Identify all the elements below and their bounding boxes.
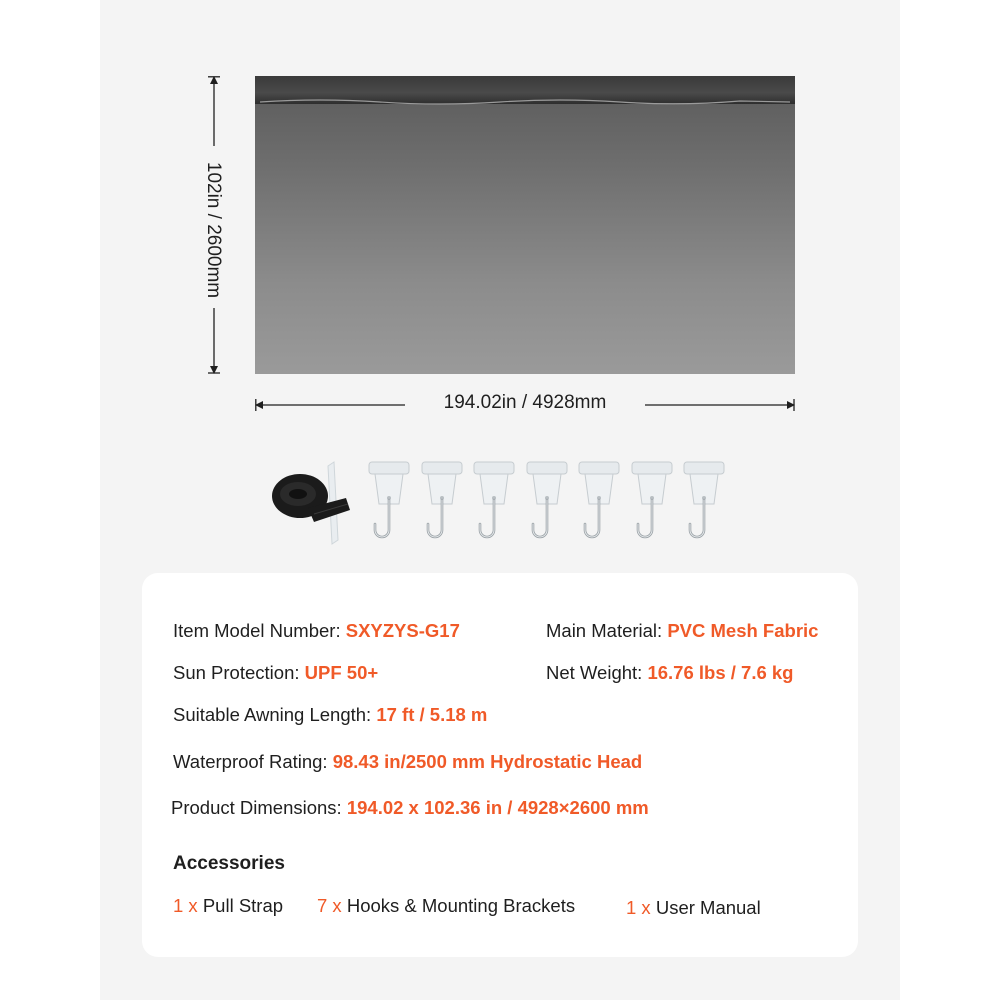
s-hook-bracket-icon	[575, 460, 625, 552]
spec-net-weight	[546, 662, 793, 684]
hooks-group	[365, 460, 745, 552]
s-hook-bracket-icon	[628, 460, 678, 552]
accessory-item	[626, 897, 761, 919]
fabric-seam	[260, 98, 790, 106]
s-hook-bracket-icon	[680, 460, 730, 552]
accessory-item	[317, 895, 575, 917]
spec-dimensions-label: Product Dimensions:	[171, 797, 342, 818]
spec-material-label: Main Material:	[546, 620, 663, 641]
spec-awning-value: 17 ft / 5.18 m	[376, 704, 488, 725]
spec-weight-value: 16.76 lbs / 7.6 kg	[647, 662, 794, 683]
s-hook-bracket-icon	[523, 460, 573, 552]
accessory-name: User Manual	[655, 897, 761, 918]
accessory-name: Pull Strap	[202, 895, 284, 916]
accessories-title: Accessories	[173, 853, 285, 874]
spec-weight-label: Net Weight:	[546, 662, 643, 683]
spec-model-value: SXYZYS-G17	[345, 620, 460, 641]
spec-awning-label: Suitable Awning Length:	[173, 704, 372, 725]
accessory-item	[173, 895, 283, 917]
rolled-pull-strap-icon	[268, 458, 358, 548]
spec-dimensions-value: 194.02 x 102.36 in / 4928×2600 mm	[346, 797, 649, 818]
spec-sun-value: UPF 50+	[304, 662, 379, 683]
spec-awning-length	[173, 704, 487, 726]
spec-product-dimensions	[171, 797, 649, 819]
spec-material-value: PVC Mesh Fabric	[667, 620, 819, 641]
product-canvas	[100, 0, 900, 1000]
height-dimension-text: 102in / 2600mm	[203, 161, 224, 299]
accessory-qty: 1 x	[626, 897, 651, 918]
spec-material	[546, 620, 818, 642]
width-dimension-label: 194.02in / 4928mm	[405, 392, 645, 414]
spec-model	[173, 620, 460, 642]
spec-model-label: Item Model Number:	[173, 620, 341, 641]
s-hook-bracket-icon	[418, 460, 468, 552]
accessory-qty: 1 x	[173, 895, 198, 916]
accessory-qty: 7 x	[317, 895, 342, 916]
spec-waterproof-value: 98.43 in/2500 mm Hydrostatic Head	[332, 751, 643, 772]
spec-waterproof	[173, 751, 642, 773]
s-hook-bracket-icon	[365, 460, 415, 552]
accessory-name: Hooks & Mounting Brackets	[346, 895, 576, 916]
spec-sun-protection	[173, 662, 378, 684]
spec-sun-label: Sun Protection:	[173, 662, 300, 683]
awning-fabric-image	[255, 76, 795, 374]
height-dimension-label	[198, 150, 228, 310]
spec-waterproof-label: Waterproof Rating:	[173, 751, 328, 772]
s-hook-bracket-icon	[470, 460, 520, 552]
